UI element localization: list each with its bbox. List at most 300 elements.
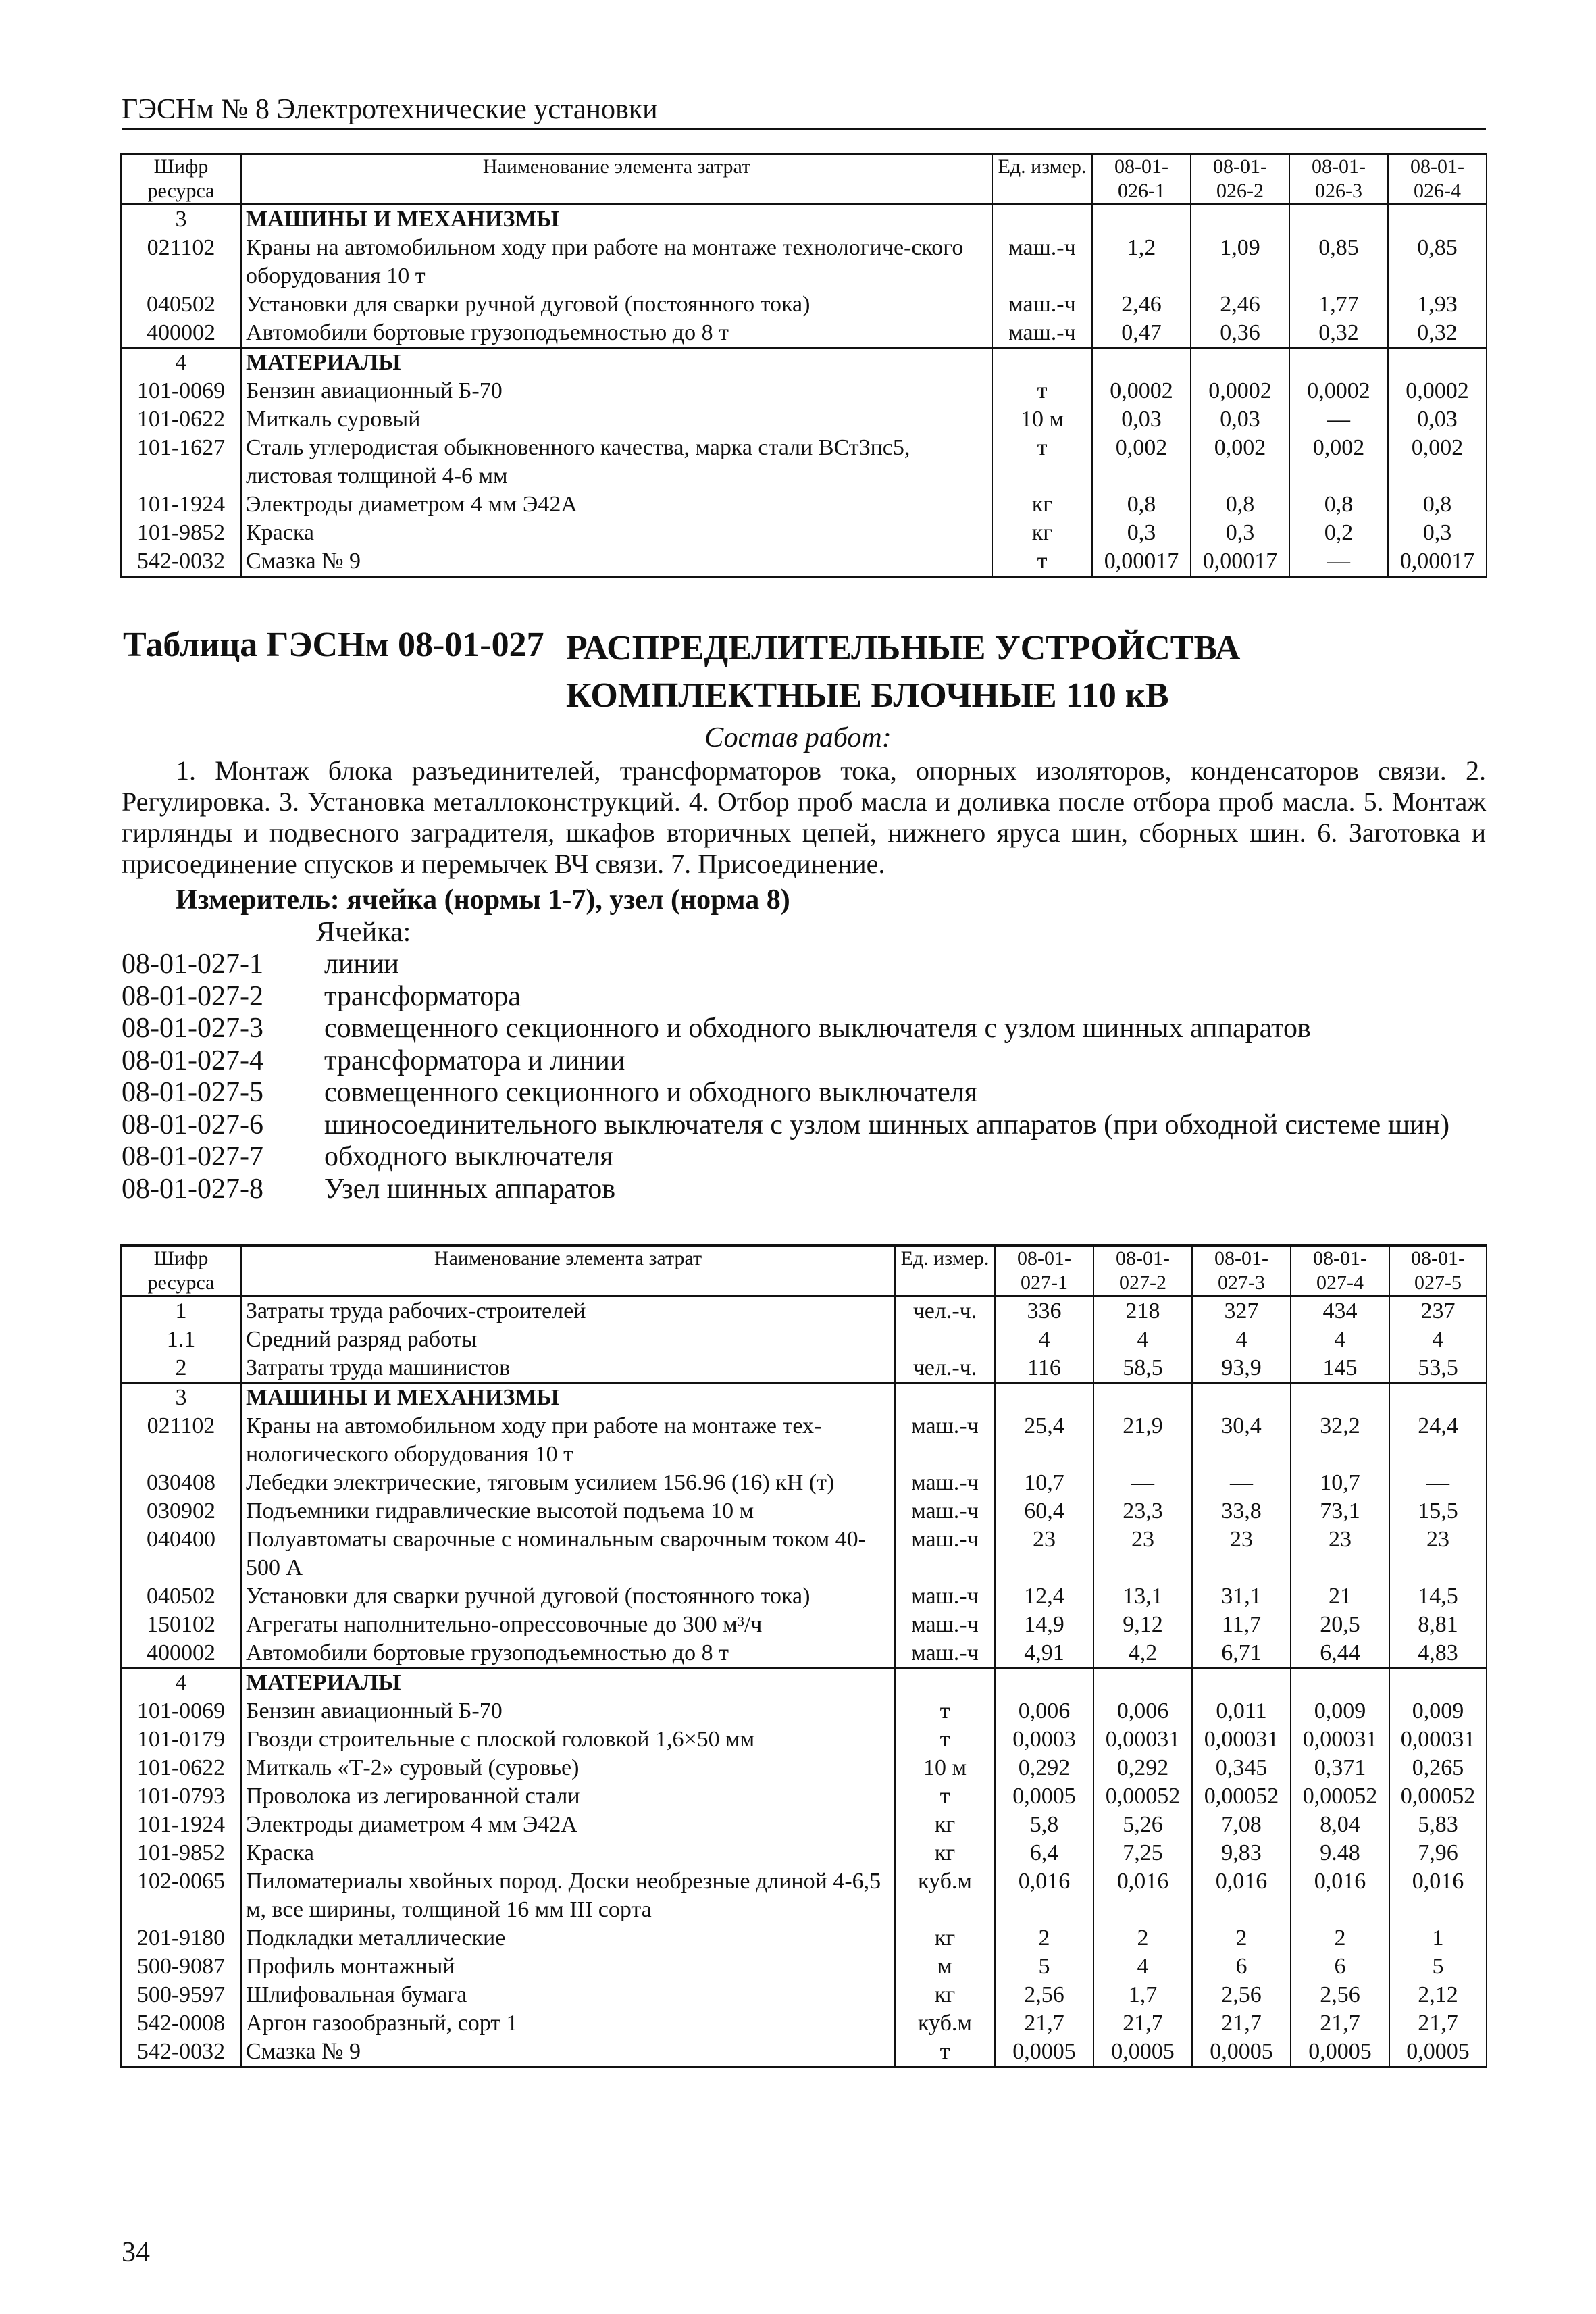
- unit-cell: кг: [992, 491, 1092, 519]
- table-row: [121, 1326, 1487, 1354]
- value-cell: 53,5: [1389, 1354, 1487, 1383]
- value-cell: 0,002: [1191, 434, 1289, 491]
- value-cell: 58,5: [1093, 1354, 1192, 1383]
- value-cell: 0,85: [1289, 234, 1388, 291]
- column-header: Ед. измер.: [895, 1246, 995, 1297]
- table-row: [121, 291, 1487, 319]
- table-row: [121, 1469, 1487, 1497]
- resource-code: 101-0622: [121, 1754, 241, 1782]
- value-cell: 0,006: [995, 1697, 1093, 1726]
- value-cell: 4: [1093, 1326, 1192, 1354]
- value-cell: 0,0003: [995, 1726, 1093, 1754]
- value-cell: 6,4: [995, 1839, 1093, 1867]
- column-header: 08-01-026-4: [1388, 154, 1487, 205]
- table-row: [121, 491, 1487, 519]
- norm-description: трансформатора: [324, 980, 521, 1012]
- value-cell: 2,56: [1192, 1981, 1291, 2009]
- value-cell: 0,345: [1192, 1754, 1291, 1782]
- value-cell: 5,83: [1389, 1811, 1487, 1839]
- column-header: Шифр ресурса: [121, 1246, 241, 1297]
- cost-element-name: Затраты труда машинистов: [241, 1354, 895, 1383]
- value-cell: 2: [1093, 1924, 1192, 1953]
- resource-code: 542-0008: [121, 2009, 241, 2038]
- resource-code: 1.1: [121, 1326, 241, 1354]
- resource-code: 400002: [121, 1639, 241, 1668]
- table-title: [566, 625, 1240, 720]
- value-cell: 4: [1192, 1326, 1291, 1354]
- resource-table-026: [120, 153, 1487, 578]
- table-title-line-2: КОМПЛЕКТНЫЕ БЛОЧНЫЕ 110 кВ: [566, 676, 1169, 715]
- value-cell: 5: [995, 1953, 1093, 1981]
- value-cell: [1191, 205, 1289, 234]
- resource-code: 101-0069: [121, 1697, 241, 1726]
- list-item: [122, 1013, 1449, 1045]
- table-row: [121, 377, 1487, 405]
- list-item: [122, 1141, 1449, 1174]
- unit-cell: чел.-ч.: [895, 1354, 995, 1383]
- norm-description: обходного выключателя: [324, 1141, 613, 1172]
- cost-element-name: Средний разряд работы: [241, 1326, 895, 1354]
- value-cell: 21,7: [1291, 2009, 1389, 2038]
- value-cell: [995, 1383, 1093, 1412]
- value-cell: 21,7: [1389, 2009, 1487, 2038]
- value-cell: 4,2: [1093, 1639, 1192, 1668]
- value-cell: 23: [995, 1526, 1093, 1582]
- cost-element-name: Электроды диаметром 4 мм Э42А: [241, 491, 992, 519]
- unit-cell: маш.-ч: [895, 1526, 995, 1582]
- resource-code: 101-0179: [121, 1726, 241, 1754]
- table-row: [121, 234, 1487, 291]
- value-cell: 6: [1291, 1953, 1389, 1981]
- value-cell: 0,2: [1289, 519, 1388, 547]
- value-cell: 4: [1291, 1326, 1389, 1354]
- unit-cell: [992, 205, 1092, 234]
- unit-cell: маш.-ч: [895, 1469, 995, 1497]
- value-cell: 0,0005: [1093, 2038, 1192, 2067]
- value-cell: [1289, 205, 1388, 234]
- value-cell: 0,00031: [1192, 1726, 1291, 1754]
- resource-code: 542-0032: [121, 2038, 241, 2067]
- value-cell: 0,00052: [1389, 1782, 1487, 1811]
- value-cell: 0,011: [1192, 1697, 1291, 1726]
- value-cell: 237: [1389, 1297, 1487, 1326]
- resource-code: 542-0032: [121, 547, 241, 577]
- value-cell: 11,7: [1192, 1611, 1291, 1639]
- unit-cell: 10 м: [895, 1754, 995, 1782]
- value-cell: 0,0002: [1191, 377, 1289, 405]
- resource-code: 101-9852: [121, 1839, 241, 1867]
- resource-code: 101-9852: [121, 519, 241, 547]
- table-row: [121, 1354, 1487, 1383]
- resource-code: 021102: [121, 1412, 241, 1469]
- section-row: [121, 1383, 1487, 1412]
- column-header: Наименование элемента затрат: [241, 154, 992, 205]
- list-item: [122, 981, 1449, 1013]
- norm-code: 08-01-027-1: [122, 949, 263, 980]
- unit-cell: т: [895, 2038, 995, 2067]
- column-header: Шифр ресурса: [121, 154, 241, 205]
- cost-element-name: Бензин авиационный Б-70: [241, 1697, 895, 1726]
- value-cell: —: [1192, 1469, 1291, 1497]
- unit-cell: [895, 1326, 995, 1354]
- value-cell: 327: [1192, 1297, 1291, 1326]
- resource-code: 400002: [121, 319, 241, 348]
- unit-cell: т: [992, 377, 1092, 405]
- resource-code: 150102: [121, 1611, 241, 1639]
- table-row: [121, 434, 1487, 491]
- section-row: [121, 1668, 1487, 1697]
- value-cell: —: [1093, 1469, 1192, 1497]
- cost-element-name: Автомобили бортовые грузоподъемностью до 8 т: [241, 319, 992, 348]
- value-cell: 30,4: [1192, 1412, 1291, 1469]
- resource-code: 3: [121, 205, 241, 234]
- unit-cell: чел.-ч.: [895, 1297, 995, 1326]
- value-cell: [1191, 348, 1289, 377]
- resource-code: 500-9087: [121, 1953, 241, 1981]
- value-cell: 21,7: [995, 2009, 1093, 2038]
- table-row: [121, 1981, 1487, 2009]
- resource-code: 030902: [121, 1497, 241, 1526]
- list-item: [122, 1109, 1449, 1142]
- resource-code: 040502: [121, 1582, 241, 1611]
- table-row: [121, 1412, 1487, 1469]
- cost-element-name: Краны на автомобильном ходу при работе на монтаже тех-нологического оборудования 10 т: [241, 1412, 895, 1469]
- value-cell: 23: [1389, 1526, 1487, 1582]
- value-cell: 0,8: [1092, 491, 1191, 519]
- value-cell: 0,009: [1389, 1697, 1487, 1726]
- value-cell: [1388, 348, 1487, 377]
- norm-code: 08-01-027-5: [122, 1077, 263, 1108]
- table-row: [121, 1867, 1487, 1924]
- cost-element-name: Краска: [241, 519, 992, 547]
- value-cell: 6: [1192, 1953, 1291, 1981]
- value-cell: 0,0002: [1289, 377, 1388, 405]
- value-cell: 1,93: [1388, 291, 1487, 319]
- resource-table-027: [120, 1244, 1487, 2068]
- value-cell: 2,46: [1191, 291, 1289, 319]
- value-cell: 0,0005: [1192, 2038, 1291, 2067]
- value-cell: 2,12: [1389, 1981, 1487, 2009]
- value-cell: 0,002: [1289, 434, 1388, 491]
- value-cell: 0,0005: [1291, 2038, 1389, 2067]
- value-cell: [1093, 1383, 1192, 1412]
- unit-cell: маш.-ч: [992, 234, 1092, 291]
- value-cell: 0,8: [1388, 491, 1487, 519]
- page-number: 34: [122, 2237, 150, 2268]
- cost-element-name: МАШИНЫ И МЕХАНИЗМЫ: [241, 1383, 895, 1412]
- value-cell: 434: [1291, 1297, 1389, 1326]
- table-row: [121, 1839, 1487, 1867]
- value-cell: 21,9: [1093, 1412, 1192, 1469]
- resource-code: 3: [121, 1383, 241, 1412]
- table-row: [121, 1639, 1487, 1668]
- table-row: [121, 1726, 1487, 1754]
- value-cell: 73,1: [1291, 1497, 1389, 1526]
- work-composition-text: 1. Монтаж блока разъединителей, трансформаторов тока, опорных изоляторов, конденсаторов связи. 2. Регулировка. 3. Установка металлоконструкций. 4. Отбор проб масла и доливка после отбора проб масла. 5. Монтаж гирлянды и подвесного заградителя, шкафов вторичных цепей, нижнего яруса шин, сборных шин. 6. Заготовка и присоединение спусков и перемычек ВЧ связи. 7. Присоединение.: [122, 755, 1486, 879]
- table-row: [121, 1611, 1487, 1639]
- value-cell: 4: [995, 1326, 1093, 1354]
- value-cell: 0,0002: [1092, 377, 1191, 405]
- value-cell: 23: [1291, 1526, 1389, 1582]
- table-row: [121, 2009, 1487, 2038]
- value-cell: [1291, 1668, 1389, 1697]
- value-cell: 31,1: [1192, 1582, 1291, 1611]
- value-cell: [1093, 1668, 1192, 1697]
- value-cell: 4,91: [995, 1639, 1093, 1668]
- cost-element-name: Агрегаты наполнительно-опрессовочные до 300 м³/ч: [241, 1611, 895, 1639]
- value-cell: 0,00031: [1093, 1726, 1192, 1754]
- value-cell: 2,46: [1092, 291, 1191, 319]
- value-cell: 23: [1192, 1526, 1291, 1582]
- norm-code: 08-01-027-2: [122, 980, 263, 1012]
- value-cell: 0,03: [1191, 405, 1289, 434]
- resource-code: 101-0069: [121, 377, 241, 405]
- unit-cell: куб.м: [895, 1867, 995, 1924]
- cost-element-name: Аргон газообразный, сорт 1: [241, 2009, 895, 2038]
- value-cell: 8,81: [1389, 1611, 1487, 1639]
- norm-description: совмещенного секционного и обходного выключателя: [324, 1077, 977, 1108]
- cost-element-name: МАШИНЫ И МЕХАНИЗМЫ: [241, 205, 992, 234]
- unit-cell: куб.м: [895, 2009, 995, 2038]
- resource-code: 040400: [121, 1526, 241, 1582]
- cost-element-name: Сталь углеродистая обыкновенного качества, марка стали ВСт3пс5, листовая толщиной 4-6 мм: [241, 434, 992, 491]
- column-header: 08-01-027-1: [995, 1246, 1093, 1297]
- value-cell: 93,9: [1192, 1354, 1291, 1383]
- cost-element-name: МАТЕРИАЛЫ: [241, 348, 992, 377]
- table-row: [121, 1697, 1487, 1726]
- value-cell: 0,292: [1093, 1754, 1192, 1782]
- resource-code: 021102: [121, 234, 241, 291]
- value-cell: [1192, 1668, 1291, 1697]
- running-header: ГЭСНм № 8 Электротехнические установки: [122, 93, 1486, 130]
- column-header: Ед. измер.: [992, 154, 1092, 205]
- value-cell: 2,56: [995, 1981, 1093, 2009]
- cost-element-name: МАТЕРИАЛЫ: [241, 1668, 895, 1697]
- cost-element-name: Профиль монтажный: [241, 1953, 895, 1981]
- value-cell: 2,56: [1291, 1981, 1389, 2009]
- table-title-code: Таблица ГЭСНм 08-01-027: [123, 626, 544, 664]
- unit-cell: т: [992, 434, 1092, 491]
- resource-code: 4: [121, 348, 241, 377]
- cost-element-name: Установки для сварки ручной дуговой (постоянного тока): [241, 1582, 895, 1611]
- value-cell: 9,83: [1192, 1839, 1291, 1867]
- value-cell: 25,4: [995, 1412, 1093, 1469]
- cost-element-name: Бензин авиационный Б-70: [241, 377, 992, 405]
- value-cell: 0,00031: [1291, 1726, 1389, 1754]
- unit-cell: маш.-ч: [895, 1582, 995, 1611]
- cost-element-name: Шлифовальная бумага: [241, 1981, 895, 2009]
- table-row: [121, 1953, 1487, 1981]
- cost-element-name: Краска: [241, 1839, 895, 1867]
- value-cell: 21: [1291, 1582, 1389, 1611]
- value-cell: 0,3: [1092, 519, 1191, 547]
- value-cell: 1,77: [1289, 291, 1388, 319]
- cost-element-name: Краны на автомобильном ходу при работе на монтаже технологиче-ского оборудования 10 т: [241, 234, 992, 291]
- value-cell: 0,85: [1388, 234, 1487, 291]
- value-cell: [1192, 1383, 1291, 1412]
- value-cell: 5,26: [1093, 1811, 1192, 1839]
- norm-code: 08-01-027-6: [122, 1109, 263, 1140]
- value-cell: 116: [995, 1354, 1093, 1383]
- value-cell: [1092, 348, 1191, 377]
- value-cell: 1,2: [1092, 234, 1191, 291]
- value-cell: 10,7: [1291, 1469, 1389, 1497]
- measure-unit: Измеритель: ячейка (нормы 1-7), узел (норма 8): [176, 884, 790, 915]
- list-item: [122, 1077, 1449, 1109]
- table-row: [121, 1754, 1487, 1782]
- resource-code: 2: [121, 1354, 241, 1383]
- value-cell: 336: [995, 1297, 1093, 1326]
- cost-element-name: Установки для сварки ручной дуговой (постоянного тока): [241, 291, 992, 319]
- unit-cell: [895, 1668, 995, 1697]
- unit-cell: т: [895, 1782, 995, 1811]
- work-composition-heading: Состав работ:: [704, 722, 892, 753]
- unit-cell: маш.-ч: [895, 1639, 995, 1668]
- value-cell: 0,8: [1289, 491, 1388, 519]
- norm-description: Узел шинных аппаратов: [324, 1173, 616, 1205]
- table-row: [121, 519, 1487, 547]
- value-cell: 0,0005: [1389, 2038, 1487, 2067]
- norm-description: шиносоединительного выключателя с узлом шинных аппаратов (при обходной системе шин): [324, 1109, 1450, 1140]
- cost-element-name: Смазка № 9: [241, 547, 992, 577]
- value-cell: 0,00017: [1191, 547, 1289, 577]
- value-cell: 0,265: [1389, 1754, 1487, 1782]
- value-cell: 5: [1389, 1953, 1487, 1981]
- unit-cell: т: [992, 547, 1092, 577]
- value-cell: 10,7: [995, 1469, 1093, 1497]
- resource-code: 101-1924: [121, 1811, 241, 1839]
- norm-description: трансформатора и линии: [324, 1045, 625, 1076]
- list-item: [122, 949, 1449, 981]
- list-item: [122, 1045, 1449, 1078]
- value-cell: 0,03: [1388, 405, 1487, 434]
- column-header: 08-01-026-2: [1191, 154, 1289, 205]
- column-header: 08-01-026-1: [1092, 154, 1191, 205]
- value-cell: 7,08: [1192, 1811, 1291, 1839]
- unit-cell: маш.-ч: [895, 1497, 995, 1526]
- list-item: [122, 1174, 1449, 1206]
- value-cell: [1092, 205, 1191, 234]
- section-row: [121, 348, 1487, 377]
- value-cell: 12,4: [995, 1582, 1093, 1611]
- value-cell: 0,0002: [1388, 377, 1487, 405]
- value-cell: [1389, 1668, 1487, 1697]
- value-cell: 0,00017: [1092, 547, 1191, 577]
- value-cell: 0,00017: [1388, 547, 1487, 577]
- unit-cell: кг: [895, 1839, 995, 1867]
- value-cell: 32,2: [1291, 1412, 1389, 1469]
- value-cell: [995, 1668, 1093, 1697]
- value-cell: 2: [1192, 1924, 1291, 1953]
- table-row: [121, 1497, 1487, 1526]
- cost-element-name: Полуавтоматы сварочные с номинальным сварочным током 40-500 А: [241, 1526, 895, 1582]
- unit-cell: маш.-ч: [895, 1611, 995, 1639]
- column-header: Наименование элемента затрат: [241, 1246, 895, 1297]
- resource-code: 040502: [121, 291, 241, 319]
- value-cell: 4,83: [1389, 1639, 1487, 1668]
- cost-element-name: Электроды диаметром 4 мм Э42А: [241, 1811, 895, 1839]
- value-cell: [1388, 205, 1487, 234]
- value-cell: 6,44: [1291, 1639, 1389, 1668]
- value-cell: 0,292: [995, 1754, 1093, 1782]
- value-cell: 23: [1093, 1526, 1192, 1582]
- value-cell: 9,12: [1093, 1611, 1192, 1639]
- cost-element-name: Проволока из легированной стали: [241, 1782, 895, 1811]
- unit-cell: кг: [992, 519, 1092, 547]
- value-cell: 0,016: [1093, 1867, 1192, 1924]
- table-row: [121, 1582, 1487, 1611]
- value-cell: —: [1389, 1469, 1487, 1497]
- value-cell: 0,00031: [1389, 1726, 1487, 1754]
- value-cell: 0,36: [1191, 319, 1289, 348]
- value-cell: 15,5: [1389, 1497, 1487, 1526]
- unit-cell: маш.-ч: [992, 291, 1092, 319]
- unit-cell: маш.-ч: [992, 319, 1092, 348]
- value-cell: 218: [1093, 1297, 1192, 1326]
- unit-cell: т: [895, 1726, 995, 1754]
- column-header: 08-01-027-3: [1192, 1246, 1291, 1297]
- value-cell: 6,71: [1192, 1639, 1291, 1668]
- column-header: 08-01-027-5: [1389, 1246, 1487, 1297]
- cost-element-name: Автомобили бортовые грузоподъемностью до 8 т: [241, 1639, 895, 1668]
- cost-element-name: Пиломатериалы хвойных пород. Доски необрезные длиной 4-6,5 м, все ширины, толщиной 16 мм III сорта: [241, 1867, 895, 1924]
- value-cell: 0,00052: [1192, 1782, 1291, 1811]
- unit-cell: м: [895, 1953, 995, 1981]
- resource-code: 4: [121, 1668, 241, 1697]
- value-cell: 0,016: [995, 1867, 1093, 1924]
- table-row: [121, 319, 1487, 348]
- value-cell: 1: [1389, 1924, 1487, 1953]
- table-row: [121, 547, 1487, 577]
- value-cell: 4: [1093, 1953, 1192, 1981]
- value-cell: 7,25: [1093, 1839, 1192, 1867]
- resource-code: 101-0622: [121, 405, 241, 434]
- value-cell: 0,32: [1388, 319, 1487, 348]
- value-cell: 5,8: [995, 1811, 1093, 1839]
- value-cell: —: [1289, 405, 1388, 434]
- value-cell: [1389, 1383, 1487, 1412]
- norm-code: 08-01-027-4: [122, 1045, 263, 1076]
- cost-element-name: Миткаль суровый: [241, 405, 992, 434]
- table-row: [121, 2038, 1487, 2067]
- norm-code: 08-01-027-3: [122, 1013, 263, 1044]
- value-cell: 0,002: [1092, 434, 1191, 491]
- value-cell: 145: [1291, 1354, 1389, 1383]
- table-row: [121, 1526, 1487, 1582]
- value-cell: 0,8: [1191, 491, 1289, 519]
- resource-code: 101-0793: [121, 1782, 241, 1811]
- value-cell: 0,006: [1093, 1697, 1192, 1726]
- resource-code: 102-0065: [121, 1867, 241, 1924]
- value-cell: 9.48: [1291, 1839, 1389, 1867]
- norm-code: 08-01-027-8: [122, 1173, 263, 1205]
- value-cell: 24,4: [1389, 1412, 1487, 1469]
- norm-description: линии: [324, 949, 399, 980]
- unit-cell: 10 м: [992, 405, 1092, 434]
- value-cell: 7,96: [1389, 1839, 1487, 1867]
- value-cell: 0,016: [1291, 1867, 1389, 1924]
- value-cell: 0,00052: [1291, 1782, 1389, 1811]
- value-cell: 0,03: [1092, 405, 1191, 434]
- value-cell: 23,3: [1093, 1497, 1192, 1526]
- cost-element-name: Подкладки металлические: [241, 1924, 895, 1953]
- value-cell: 2: [995, 1924, 1093, 1953]
- value-cell: 0,00052: [1093, 1782, 1192, 1811]
- unit-cell: кг: [895, 1811, 995, 1839]
- value-cell: 0,32: [1289, 319, 1388, 348]
- value-cell: 8,04: [1291, 1811, 1389, 1839]
- table-row: [121, 405, 1487, 434]
